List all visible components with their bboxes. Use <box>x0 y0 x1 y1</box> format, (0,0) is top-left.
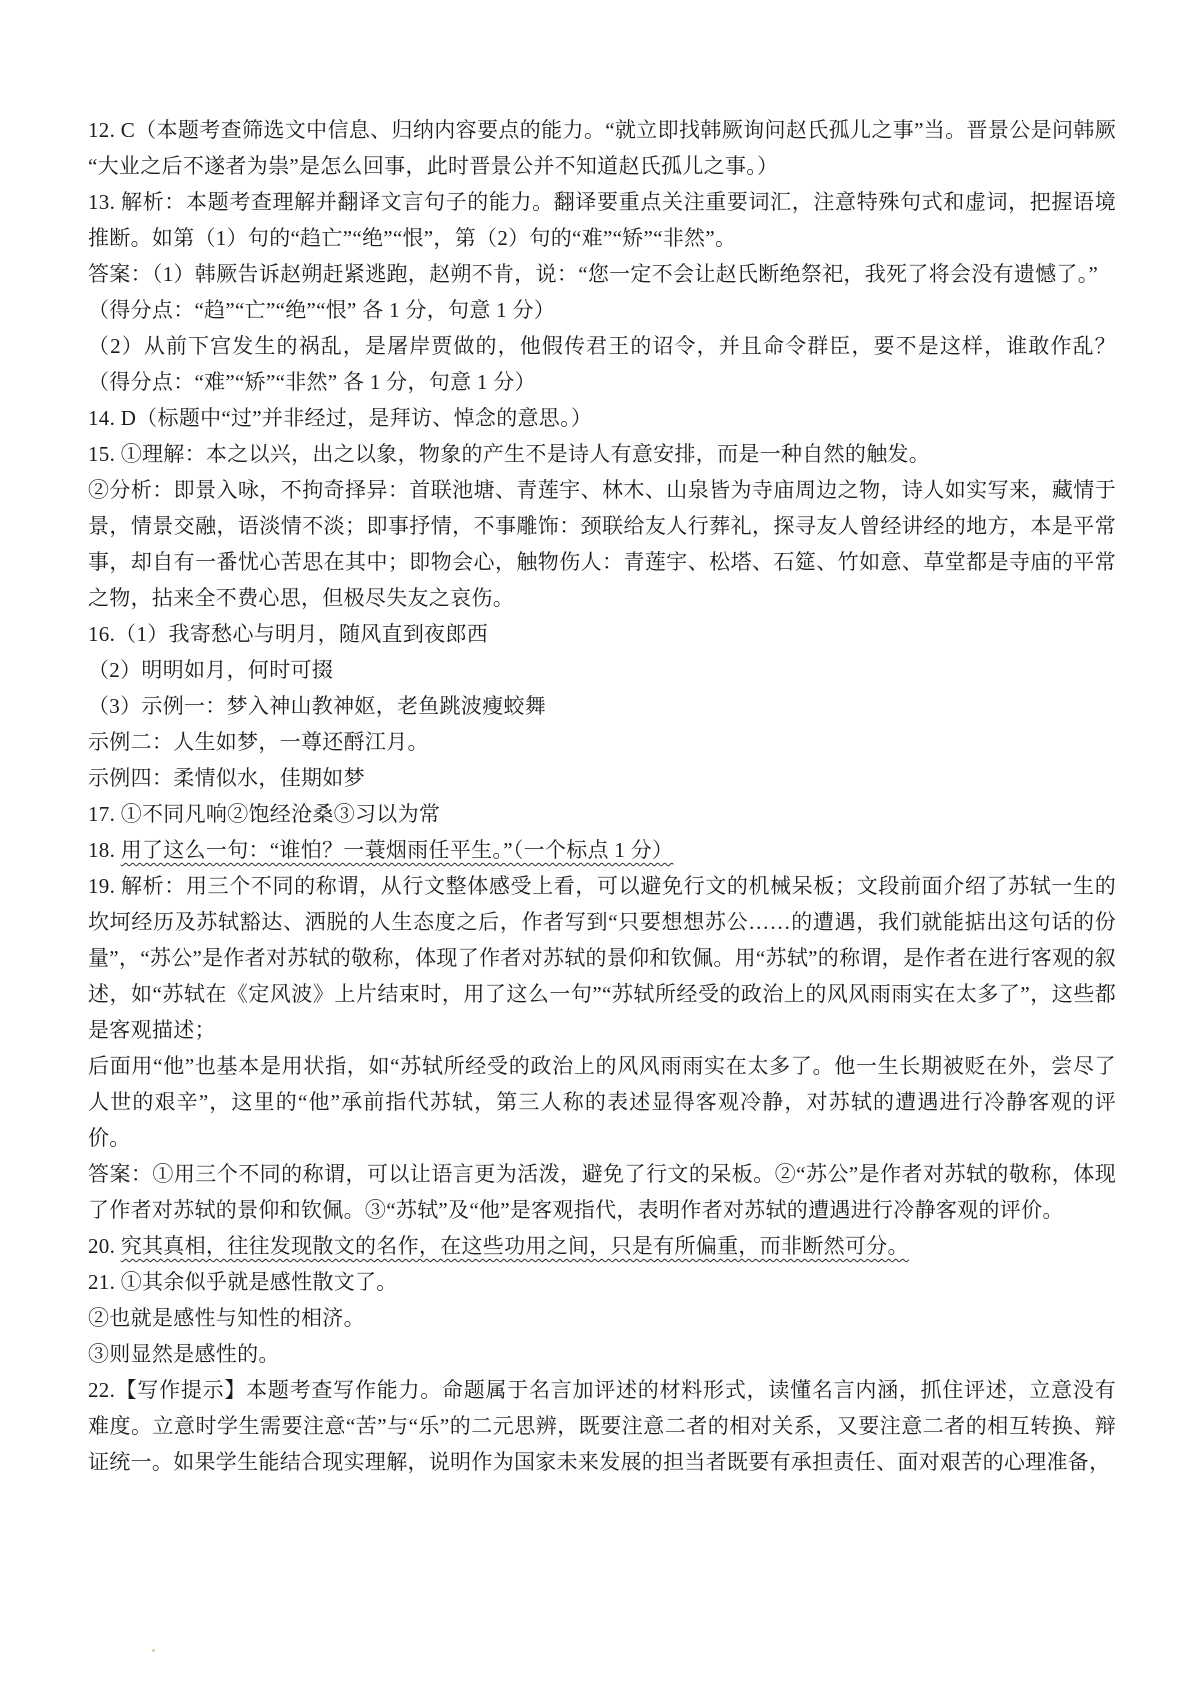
underlined-text-segment: 用了这么一句：“谁怕？一蓑烟雨任平生。”（一个标点 1 分） <box>120 838 674 862</box>
answer-13-points-1 <box>88 292 1116 328</box>
document-body <box>88 112 1116 1480</box>
text-segment: 18. <box>88 838 121 862</box>
text-segment: ②分析：即景入咏，不拘奇择异：首联池塘、青莲宇、林木、山泉皆为寺庙周边之物，诗人如实写来，藏情于景，情景交融，语淡情不淡；即事抒情，不事雕饰：颈联给友人行葬礼，探寻友人曾经讲经的地方，本是平常事，却自有一番忧心苦思在其中；即物会心，触物伤人：青莲宇、松塔、石筵、竹如意、草堂都是寺庙的平常之物，拈来全不费心思，但极尽失友之哀伤。 <box>88 478 1116 610</box>
text-segment: 示例四：柔情似水，佳期如梦 <box>88 766 365 790</box>
text-segment: 13. 解析：本题考查理解并翻译文言句子的能力。翻译要重点关注重要词汇，注意特殊句式和虚词，把握语境推断。如第（1）句的“趋亡”“绝”“恨”，第（2）句的“难”“矫”“非然”。 <box>88 190 1116 250</box>
answer-16-example-2 <box>88 724 1116 760</box>
text-segment: 12. C（本题考查筛选文中信息、归纳内容要点的能力。“就立即找韩厥询问赵氏孤儿之事”当。晋景公是问韩厥“大业之后不遂者为祟”是怎么回事，此时晋景公并不知道赵氏孤儿之事。） <box>88 118 1116 178</box>
text-segment: 答案：①用三个不同的称谓，可以让语言更为活泼，避免了行文的呆板。②“苏公”是作者对苏轼的敬称，体现了作者对苏轼的景仰和钦佩。③“苏轼”及“他”是客观指代，表明作者对苏轼的遭遇进行冷静客观的评价。 <box>88 1162 1116 1222</box>
answer-16-2 <box>88 652 1116 688</box>
answer-14 <box>88 400 1116 436</box>
text-segment: （得分点：“趋”“亡”“绝”“恨” 各 1 分，句意 1 分） <box>88 298 556 322</box>
text-segment: 示例二：人生如梦，一尊还酹江月。 <box>88 730 429 754</box>
answer-16-example-4 <box>88 760 1116 796</box>
text-segment: 答案：（1）韩厥告诉赵朔赶紧逃跑，赵朔不肯，说：“您一定不会让赵氏断绝祭祀，我死了将会没有遗憾了。” <box>88 262 1099 286</box>
answer-12 <box>88 112 1116 184</box>
answer-22 <box>88 1372 1116 1480</box>
answer-21-2 <box>88 1300 1116 1336</box>
answer-19-analysis-part-1 <box>88 868 1116 1048</box>
underlined-text-segment: 究其真相，往往发现散文的名作，在这些功用之间，只是有所偏重，而非断然可分。 <box>120 1234 909 1258</box>
answer-16-3-example-1 <box>88 688 1116 724</box>
answer-19-answer <box>88 1156 1116 1228</box>
text-segment: 14. D（标题中“过”并非经过，是拜访、悼念的意思。） <box>88 406 593 430</box>
text-segment: 后面用“他”也基本是用状指，如“苏轼所经受的政治上的风风雨雨实在太多了。他一生长期被贬在外，尝尽了人世的艰辛”，这里的“他”承前指代苏轼，第三人称的表述显得客观冷静，对苏轼的遭遇进行冷静客观的评价。 <box>88 1054 1116 1150</box>
answer-20 <box>88 1228 1116 1264</box>
text-segment: （2）从前下宫发生的祸乱，是屠岸贾做的，他假传君王的诏令，并且命令群臣，要不是这样，谁敢作乱？（得分点：“难”“矫”“非然” 各 1 分，句意 1 分） <box>88 334 1116 394</box>
text-segment: 21. ①其余似乎就是感性散文了。 <box>88 1270 398 1294</box>
text-segment: 22.【写作提示】本题考查写作能力。命题属于名言加评述的材料形式，读懂名言内涵，抓住评述，立意没有难度。立意时学生需要注意“苦”与“乐”的二元思辨，既要注意二者的相对关系，又要注意二者的相互转换、辩证统一。如果学生能结合现实理解，说明作为国家未来发展的担当者既要有承担责任、面对艰苦的心理准备， <box>88 1378 1116 1474</box>
answer-21-3 <box>88 1336 1116 1372</box>
answer-13-translation-2 <box>88 328 1116 400</box>
answer-18 <box>88 832 1116 868</box>
answer-13-analysis <box>88 184 1116 256</box>
answer-19-analysis-part-2 <box>88 1048 1116 1156</box>
text-segment: （2）明明如月，何时可掇 <box>88 658 334 682</box>
answer-16-1 <box>88 616 1116 652</box>
text-segment: 20. <box>88 1234 121 1258</box>
answer-17 <box>88 796 1116 832</box>
text-segment: （3）示例一：梦入神山教神妪，老鱼跳波瘦蛟舞 <box>88 694 547 718</box>
scan-artifact-dot <box>152 1649 155 1652</box>
answer-21-1 <box>88 1264 1116 1300</box>
text-segment: 17. ①不同凡响②饱经沧桑③习以为常 <box>88 802 441 826</box>
text-segment: ②也就是感性与知性的相济。 <box>88 1306 365 1330</box>
text-segment: 16.（1）我寄愁心与明月，随风直到夜郎西 <box>88 622 489 646</box>
text-segment: ③则显然是感性的。 <box>88 1342 280 1366</box>
text-segment: 15. ①理解：本之以兴，出之以象，物象的产生不是诗人有意安排，而是一种自然的触发。 <box>88 442 931 466</box>
answer-15-analysis <box>88 472 1116 616</box>
text-segment: 19. 解析：用三个不同的称谓，从行文整体感受上看，可以避免行文的机械呆板；文段前面介绍了苏轼一生的坎坷经历及苏轼豁达、洒脱的人生态度之后，作者写到“只要想想苏公……的遭遇，我们就能掂出这句话的份量”，“苏公”是作者对苏轼的敬称，体现了作者对苏轼的景仰和钦佩。用“苏轼”的称谓，是作者在进行客观的叙述，如“苏轼在《定风波》上片结束时，用了这么一句”“苏轼所经受的政治上的风风雨雨实在太多了”，这些都是客观描述； <box>88 874 1116 1042</box>
answer-15-understanding <box>88 436 1116 472</box>
answer-13-translation-1 <box>88 256 1116 292</box>
